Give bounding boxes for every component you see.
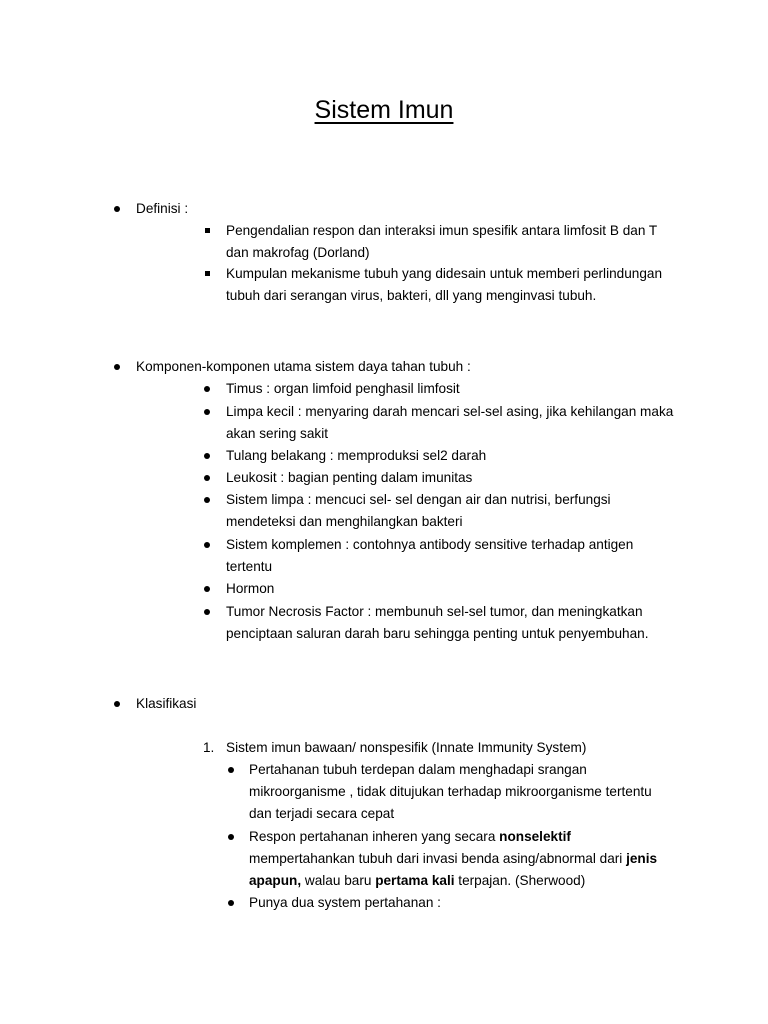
- bullet-icon: [228, 834, 234, 840]
- innate-item-1-line2: mikroorganisme , tidak ditujukan terhadap mikroorganisme tertentu: [249, 784, 652, 799]
- komponen-item-7: Hormon: [226, 581, 275, 596]
- komponen-item-3: Tulang belakang : memproduksi sel2 darah: [226, 448, 487, 463]
- bullet-icon: [204, 497, 210, 503]
- definisi-item-1-line2: dan makrofag (Dorland): [226, 245, 370, 260]
- section-komponen-label: Komponen-komponen utama sistem daya tahan tubuh :: [136, 359, 471, 374]
- square-bullet-icon: [205, 228, 210, 233]
- komponen-item-6-line1: Sistem komplemen : contohnya antibody sensitive terhadap antigen: [226, 537, 634, 552]
- bullet-icon: [204, 609, 210, 615]
- innate-item-2-line3: apapun, walau baru pertama kali terpajan. (Sherwood): [249, 873, 586, 888]
- innate-item-1-line3: dan terjadi secara cepat: [249, 806, 395, 821]
- bullet-icon: [114, 364, 120, 370]
- list-number: 1.: [203, 740, 215, 755]
- bullet-icon: [228, 900, 234, 906]
- definisi-item-1-line1: Pengendalian respon dan interaksi imun spesifik antara limfosit B dan T: [226, 223, 658, 238]
- page-title: Sistem Imun: [314, 96, 454, 124]
- bullet-icon: [204, 453, 210, 459]
- square-bullet-icon: [205, 271, 210, 276]
- bullet-icon: [204, 586, 210, 592]
- bullet-icon: [228, 767, 234, 773]
- bullet-icon: [204, 475, 210, 481]
- komponen-item-5-line1: Sistem limpa : mencuci sel- sel dengan air dan nutrisi, berfungsi: [226, 492, 611, 507]
- komponen-item-2-line2: akan sering sakit: [226, 426, 329, 441]
- innate-item-2-line2: mempertahankan tubuh dari invasi benda asing/abnormal dari jenis: [249, 851, 658, 866]
- bullet-icon: [204, 409, 210, 415]
- komponen-item-6-line2: tertentu: [226, 559, 273, 574]
- innate-item-3: Punya dua system pertahanan :: [249, 895, 441, 910]
- klasifikasi-sub1-label: Sistem imun bawaan/ nonspesifik (Innate Immunity System): [226, 740, 587, 755]
- innate-item-2-line1: Respon pertahanan inheren yang secara nonselektif: [249, 829, 571, 844]
- bullet-icon: [114, 701, 120, 707]
- bullet-icon: [204, 542, 210, 548]
- definisi-item-2-line2: tubuh dari serangan virus, bakteri, dll yang menginvasi tubuh.: [226, 288, 597, 303]
- komponen-item-8-line1: Tumor Necrosis Factor : membunuh sel-sel tumor, dan meningkatkan: [226, 604, 643, 619]
- komponen-item-8-line2: penciptaan saluran darah baru sehingga penting untuk penyembuhan.: [226, 626, 649, 641]
- bullet-icon: [114, 206, 120, 212]
- komponen-item-5-line2: mendeteksi dan menghilangkan bakteri: [226, 514, 463, 529]
- bullet-icon: [204, 386, 210, 392]
- komponen-item-2-line1: Limpa kecil : menyaring darah mencari sel-sel asing, jika kehilangan maka: [226, 404, 674, 419]
- komponen-item-4: Leukosit : bagian penting dalam imunitas: [226, 470, 473, 485]
- section-klasifikasi-label: Klasifikasi: [136, 696, 197, 711]
- komponen-item-1: Timus : organ limfoid penghasil limfosit: [226, 381, 460, 396]
- innate-item-1-line1: Pertahanan tubuh terdepan dalam menghadapi srangan: [249, 762, 587, 777]
- definisi-item-2-line1: Kumpulan mekanisme tubuh yang didesain untuk memberi perlindungan: [226, 266, 663, 281]
- section-definisi-label: Definisi :: [136, 201, 189, 216]
